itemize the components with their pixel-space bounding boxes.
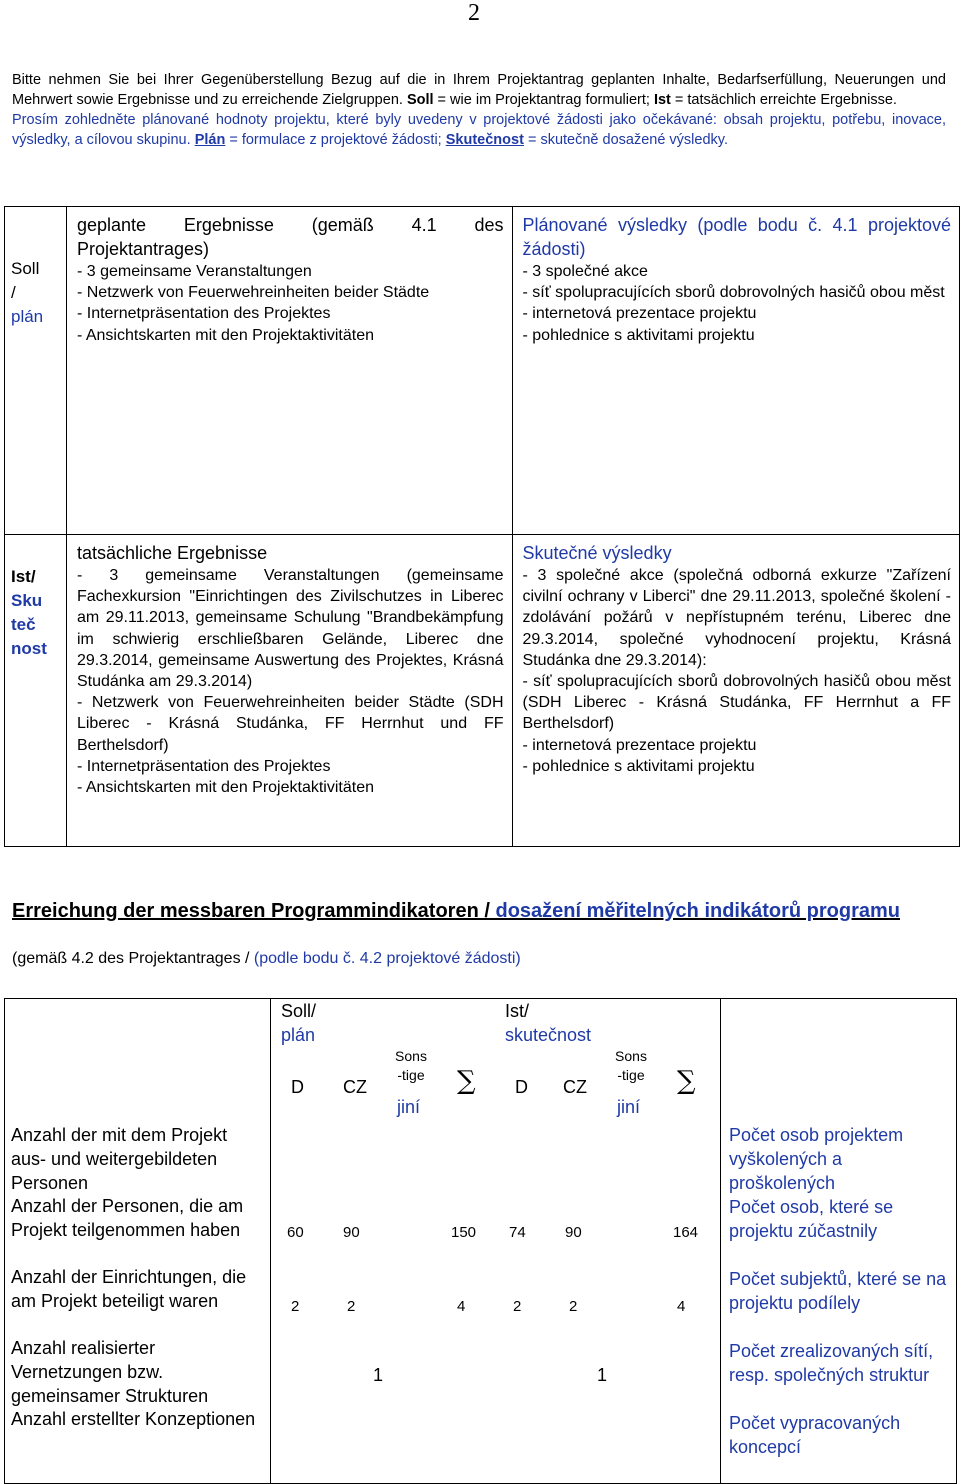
indicator-label: Počet subjektů, které se na projektu podílely bbox=[729, 1269, 947, 1313]
soll-de-cell bbox=[66, 207, 512, 535]
indicator-label: Anzahl realisierter Vernetzungen bzw. gemeinsamer Strukturen bbox=[11, 1338, 209, 1406]
ist-group-title: Ist/ skutečnost bbox=[505, 1001, 592, 1045]
indicator-label: Anzahl der Einrichtungen, die am Projekt beteiligt waren bbox=[11, 1267, 247, 1311]
value-cell: 2 bbox=[513, 1298, 522, 1315]
soll-cz-head: Plánované výsledky (podle bodu č. 4.1 projektové žádosti) bbox=[522, 215, 951, 259]
soll-cz-cell bbox=[512, 207, 960, 535]
list-item: - pohlednice s aktivitami projektu bbox=[522, 757, 755, 775]
ist-col-d: D bbox=[515, 1077, 528, 1097]
soll-group-title: Soll/ plán bbox=[281, 1001, 317, 1045]
ist-cz-head: Skutečné výsledky bbox=[522, 543, 672, 563]
list-item: - pohlednice s aktivitami projektu bbox=[522, 326, 755, 344]
value-cell: 4 bbox=[677, 1298, 686, 1315]
ist-col-cz: CZ bbox=[563, 1077, 587, 1097]
results-table bbox=[4, 206, 960, 847]
ist-col-sonstige: Sons -tige bbox=[615, 1048, 647, 1083]
indicators-table bbox=[4, 998, 957, 1484]
ist-col-jini: jiní bbox=[617, 1097, 641, 1117]
results-row-ist bbox=[5, 535, 960, 847]
value-cell: 2 bbox=[347, 1298, 356, 1315]
list-item: - internetová prezentace projektu bbox=[522, 736, 757, 754]
value-cell: 164 bbox=[673, 1224, 699, 1241]
indicators-heading: Erreichung der messbaren Programmindikatoren / dosažení měřitelných indikátorů programu bbox=[12, 900, 901, 922]
list-item: - síť spolupracujících sborů dobrovolných hasičů obou měst (SDH Liberec - Krásná Studánka, FF Herrnhut a FF Berthelsdorf) bbox=[522, 673, 951, 733]
list-item: - síť spolupracujících sborů dobrovolných hasičů obou měst bbox=[522, 284, 945, 302]
indicator-label: Počet osob projektem vyškolených a proškolených bbox=[729, 1125, 904, 1193]
indicator-labels-cz bbox=[721, 999, 957, 1484]
list-item: - 3 gemeinsame Veranstaltungen bbox=[76, 263, 312, 280]
value-cell: 1 bbox=[597, 1365, 608, 1385]
indicator-label: Počet osob, které se projektu zúčastnily bbox=[729, 1197, 894, 1241]
intro-cz: Prosím zohledněte plánované hodnoty projektu, které byly uvedeny v projektové žádosti jako očekávané: obsah projektu, potřebu, inovace, výsledky, a cílovou skupinu. Plán = formulace z projektové žádosti; Skutečnost = skutečně dosažené výsledky. bbox=[12, 112, 946, 148]
list-item: - Internetpräsentation des Projektes bbox=[76, 305, 331, 323]
value-cell: 1 bbox=[373, 1365, 384, 1385]
list-item: - internetová prezentace projektu bbox=[522, 305, 757, 323]
value-cell: 90 bbox=[343, 1224, 360, 1241]
indicator-labels-de bbox=[5, 999, 271, 1484]
soll-sum-icon: ∑ bbox=[457, 1066, 476, 1096]
value-cell: 2 bbox=[291, 1298, 300, 1315]
intro-de: Bitte nehmen Sie bei Ihrer Gegenüberstellung Bezug auf die in Ihrem Projektantrag geplanten Inhalte, Bedarfserfüllung, Neuerungen und Mehrwert sowie Ergebnisse und zu erreichende Zielgruppen. Soll = wie im Projektantrag formuliert; Ist = tatsächlich erreichte Ergebnisse. bbox=[12, 72, 946, 108]
soll-col-jini: jiní bbox=[397, 1097, 421, 1117]
soll-side-label: Soll / plán bbox=[5, 207, 67, 535]
list-item: - Ansichtskarten mit den Projektaktivitäten bbox=[76, 779, 374, 797]
ist-side-label: Ist/ Sku teč nost bbox=[5, 535, 67, 847]
soll-col-sonstige: Sons -tige bbox=[395, 1048, 427, 1083]
intro-text bbox=[12, 70, 946, 150]
list-item: - Internetpräsentation des Projektes bbox=[76, 757, 331, 775]
list-item: - Netzwerk von Feuerwehreinheiten beider Städte bbox=[76, 284, 430, 302]
value-cell: 74 bbox=[509, 1224, 526, 1241]
list-item: - 3 gemeinsame Veranstaltungen (gemeinsame Fachexkursion "Einrichtingen des Zivilschutzes in Liberec am 29.11.2013, gemeinsame Schulung "Brandbekämpfung im schwierig erschließbaren Gelände, Liberec dne 29.3.2014, gemeinsame Auswertung des Projektes, Krásná Studánka am 29.3.2014) bbox=[76, 567, 504, 691]
soll-col-d: D bbox=[291, 1077, 304, 1097]
indicator-label: Anzahl erstellter Konzeptionen bbox=[11, 1409, 256, 1429]
indicator-label: Počet vypracovaných koncepcí bbox=[729, 1413, 901, 1457]
results-row-soll bbox=[5, 207, 960, 535]
page-number: 2 bbox=[468, 0, 480, 26]
indicators-subheading: (gemäß 4.2 des Projektantrages / (podle bodu č. 4.2 projektové žádosti) bbox=[12, 950, 521, 967]
indicator-values bbox=[271, 999, 721, 1484]
indicator-label: Počet zrealizovaných sítí, resp. společných struktur bbox=[729, 1341, 934, 1385]
indicator-label: Anzahl der mit dem Projekt aus- und weitergebildeten Personen bbox=[11, 1125, 228, 1193]
list-item: - Ansichtskarten mit den Projektaktivitäten bbox=[76, 326, 374, 344]
ist-de-head: tatsächliche Ergebnisse bbox=[76, 543, 268, 563]
value-cell: 2 bbox=[569, 1298, 578, 1315]
list-item: - 3 společné akce (společná odborná exkurze "Zařízení civilní ochrany v Liberci" dne 29.11.2013, společné školení - zdolávání požárů v nepřístupném terénu, Liberec dne 29.3.2014, společné vyhodnocení projektu, Krásná Studánka dne 29.3.2014): bbox=[522, 567, 951, 669]
value-cell: 60 bbox=[287, 1224, 304, 1241]
value-cell: 4 bbox=[457, 1298, 466, 1315]
ist-de-cell bbox=[66, 535, 512, 847]
value-cell: 150 bbox=[451, 1224, 477, 1241]
ist-cz-cell bbox=[512, 535, 960, 847]
ist-sum-icon: ∑ bbox=[677, 1066, 696, 1096]
list-item: - Netzwerk von Feuerwehreinheiten beider Städte (SDH Liberec - Krásná Studánka, FF Herrnhut und FF Berthelsdorf) bbox=[76, 694, 504, 754]
soll-col-cz: CZ bbox=[343, 1077, 367, 1097]
value-cell: 90 bbox=[565, 1224, 582, 1241]
list-item: - 3 společné akce bbox=[522, 263, 648, 280]
soll-de-head: geplante Ergebnisse (gemäß 4.1 des Projektantrages) bbox=[76, 215, 504, 259]
indicator-label: Anzahl der Personen, die am Projekt teilgenommen haben bbox=[11, 1196, 244, 1240]
